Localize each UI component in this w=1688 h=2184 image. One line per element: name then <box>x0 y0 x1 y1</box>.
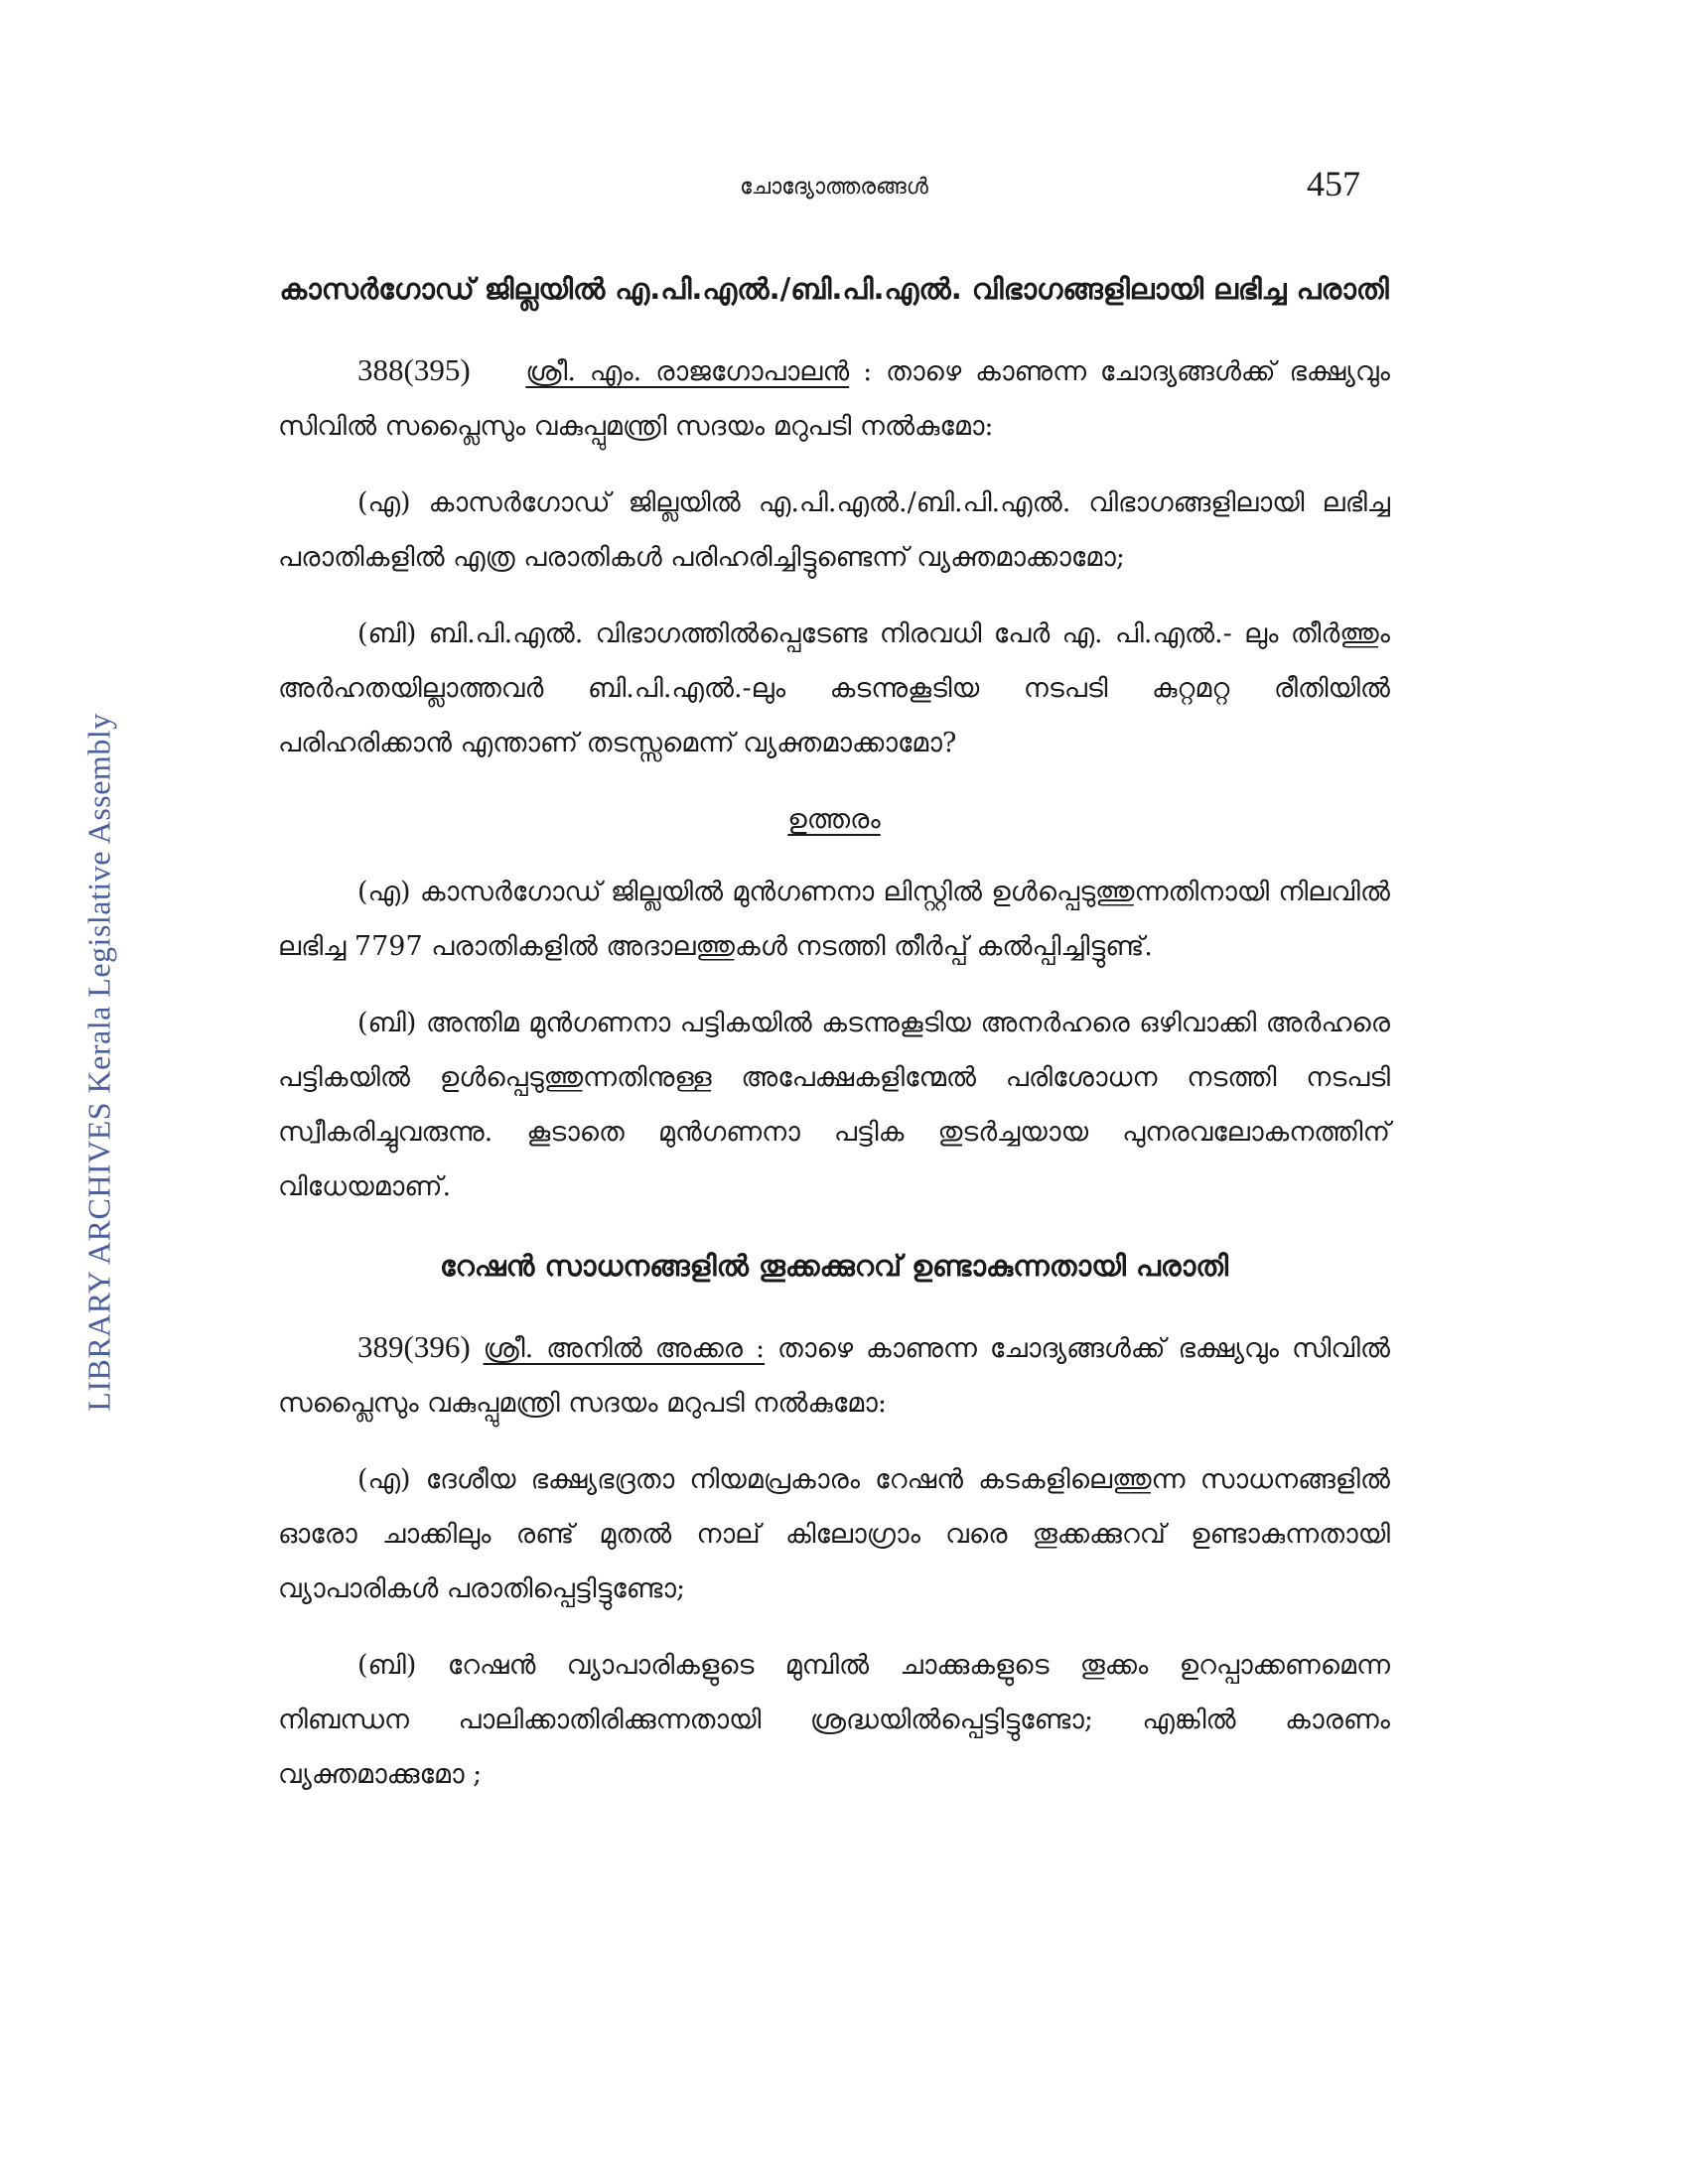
archive-side-stamp: LIBRARY ARCHIVES Kerala Legislative Assembly <box>80 713 117 1412</box>
question-part-b: (ബി) റേഷൻ വ്യാപാരികളുടെ മുമ്പിൽ ചാക്കുകളുടെ തൂക്കം ഉറപ്പാക്കണമെന്ന നിബന്ധന പാലിക്കാതിരിക്കുന്നതായി ശ്രദ്ധയിൽപ്പെട്ടിട്ടുണ്ടോ; എങ്കിൽ കാരണം വ്യക്തമാക്കുമോ ; <box>278 1650 1390 1790</box>
question-heading: റേഷൻ സാധനങ്ങളിൽ തൂക്കക്കുറവ് ഉണ്ടാകുന്നതായി പരാതി <box>439 1249 1228 1283</box>
question-heading: കാസർഗോഡ് ജില്ലയിൽ എ.പി.എൽ./ബി.പി.എൽ. വിഭാഗങ്ങളിലായി ലഭിച്ച പരാതി <box>279 272 1389 306</box>
answer-part-a: (എ) കാസർഗോഡ് ജില്ലയിൽ മുൻഗണനാ ലിസ്റ്റിൽ ഉൾപ്പെടുത്തുന്നതിനായി നിലവിൽ ലഭിച്ച 7797 പരാതികളിൽ അദാലത്തുകൾ നടത്തി തീർപ്പ് കൽപ്പിച്ചിട്ടുണ്ട്. <box>278 877 1390 962</box>
member-name: ശ്രീ. അനിൽ അക്കര : <box>483 1333 766 1364</box>
question-part-b: (ബി) ബി.പി.എൽ. വിഭാഗത്തിൽപ്പെടേണ്ട നിരവധി പേർ എ. പി.എൽ.- ലും തീർത്തും അർഹതയില്ലാത്തവർ ബി.പി.എൽ.-ലും കടന്നുകൂടിയ നടപടി കുറ്റമറ്റ രീതിയിൽ പരിഹരിക്കാൻ എന്താണ് തടസ്സമെന്ന് വ്യക്തമാക്കാമോ? <box>278 618 1390 758</box>
question-intro <box>278 342 1390 454</box>
question-intro <box>278 1319 1390 1431</box>
page-content <box>278 263 1390 1824</box>
running-header <box>278 164 1390 208</box>
question-388 <box>278 263 1390 1214</box>
question-part-a: (എ) ദേശീയ ഭക്ഷ്യഭദ്രതാ നിയമപ്രകാരം റേഷൻ കടകളിലെത്തുന്ന സാധനങ്ങളിൽ ഓരോ ചാക്കിലും രണ്ട് മുതൽ നാല് കിലോഗ്രാം വരെ തൂക്കക്കുറവ് ഉണ്ടാകുന്നതായി വ്യാപാരികൾ പരാതിപ്പെട്ടിട്ടുണ്ടോ; <box>278 1464 1390 1604</box>
member-name: ശ്രീ. എം. രാജഗോപാലൻ <box>525 356 850 387</box>
question-number: 389(396) <box>357 1329 471 1364</box>
running-title: ചോദ്യോത്തരങ്ങൾ <box>740 175 928 200</box>
question-389 <box>278 1240 1390 1802</box>
question-part-a: (എ) കാസർഗോഡ് ജില്ലയിൽ എ.പി.എൽ./ബി.പി.എൽ. വിഭാഗങ്ങളിലായി ലഭിച്ച പരാതികളിൽ എത്ര പരാതികൾ പരിഹരിച്ചിട്ടുണ്ടെന്ന് വ്യക്തമാക്കാമോ; <box>278 487 1390 573</box>
answer-heading: ഉത്തരം <box>787 804 881 835</box>
question-intro-text: : താഴെ കാണുന്ന ചോദ്യങ്ങൾക്ക് ഭക്ഷ്യവും സിവിൽ സപ്ലൈസും വകുപ്പുമന്ത്രി സദയം മറുപടി നൽകുമോ: <box>278 356 1390 442</box>
question-intro-text: താഴെ കാണുന്ന ചോദ്യങ്ങൾക്ക് ഭക്ഷ്യവും സിവിൽ സപ്ലൈസും വകുപ്പുമന്ത്രി സദയം മറുപടി നൽകുമോ: <box>278 1333 1390 1419</box>
answer-part-b: (ബി) അന്തിമ മുൻഗണനാ പട്ടികയിൽ കടന്നുകൂടിയ അനർഹരെ ഒഴിവാക്കി അർഹരെ പട്ടികയിൽ ഉൾപ്പെടുത്തുന്നതിനുള്ള അപേക്ഷകളിന്മേൽ പരിശോധന നടത്തി നടപടി സ്വീകരിച്ചുവരുന്നു. കൂടാതെ മുൻഗണനാ പട്ടിക തുടർച്ചയായ പുനരവലോകനത്തിന് വിധേയമാണ്. <box>278 1008 1390 1202</box>
page-number: 457 <box>1307 164 1360 204</box>
question-number: 388(395) <box>357 352 471 387</box>
